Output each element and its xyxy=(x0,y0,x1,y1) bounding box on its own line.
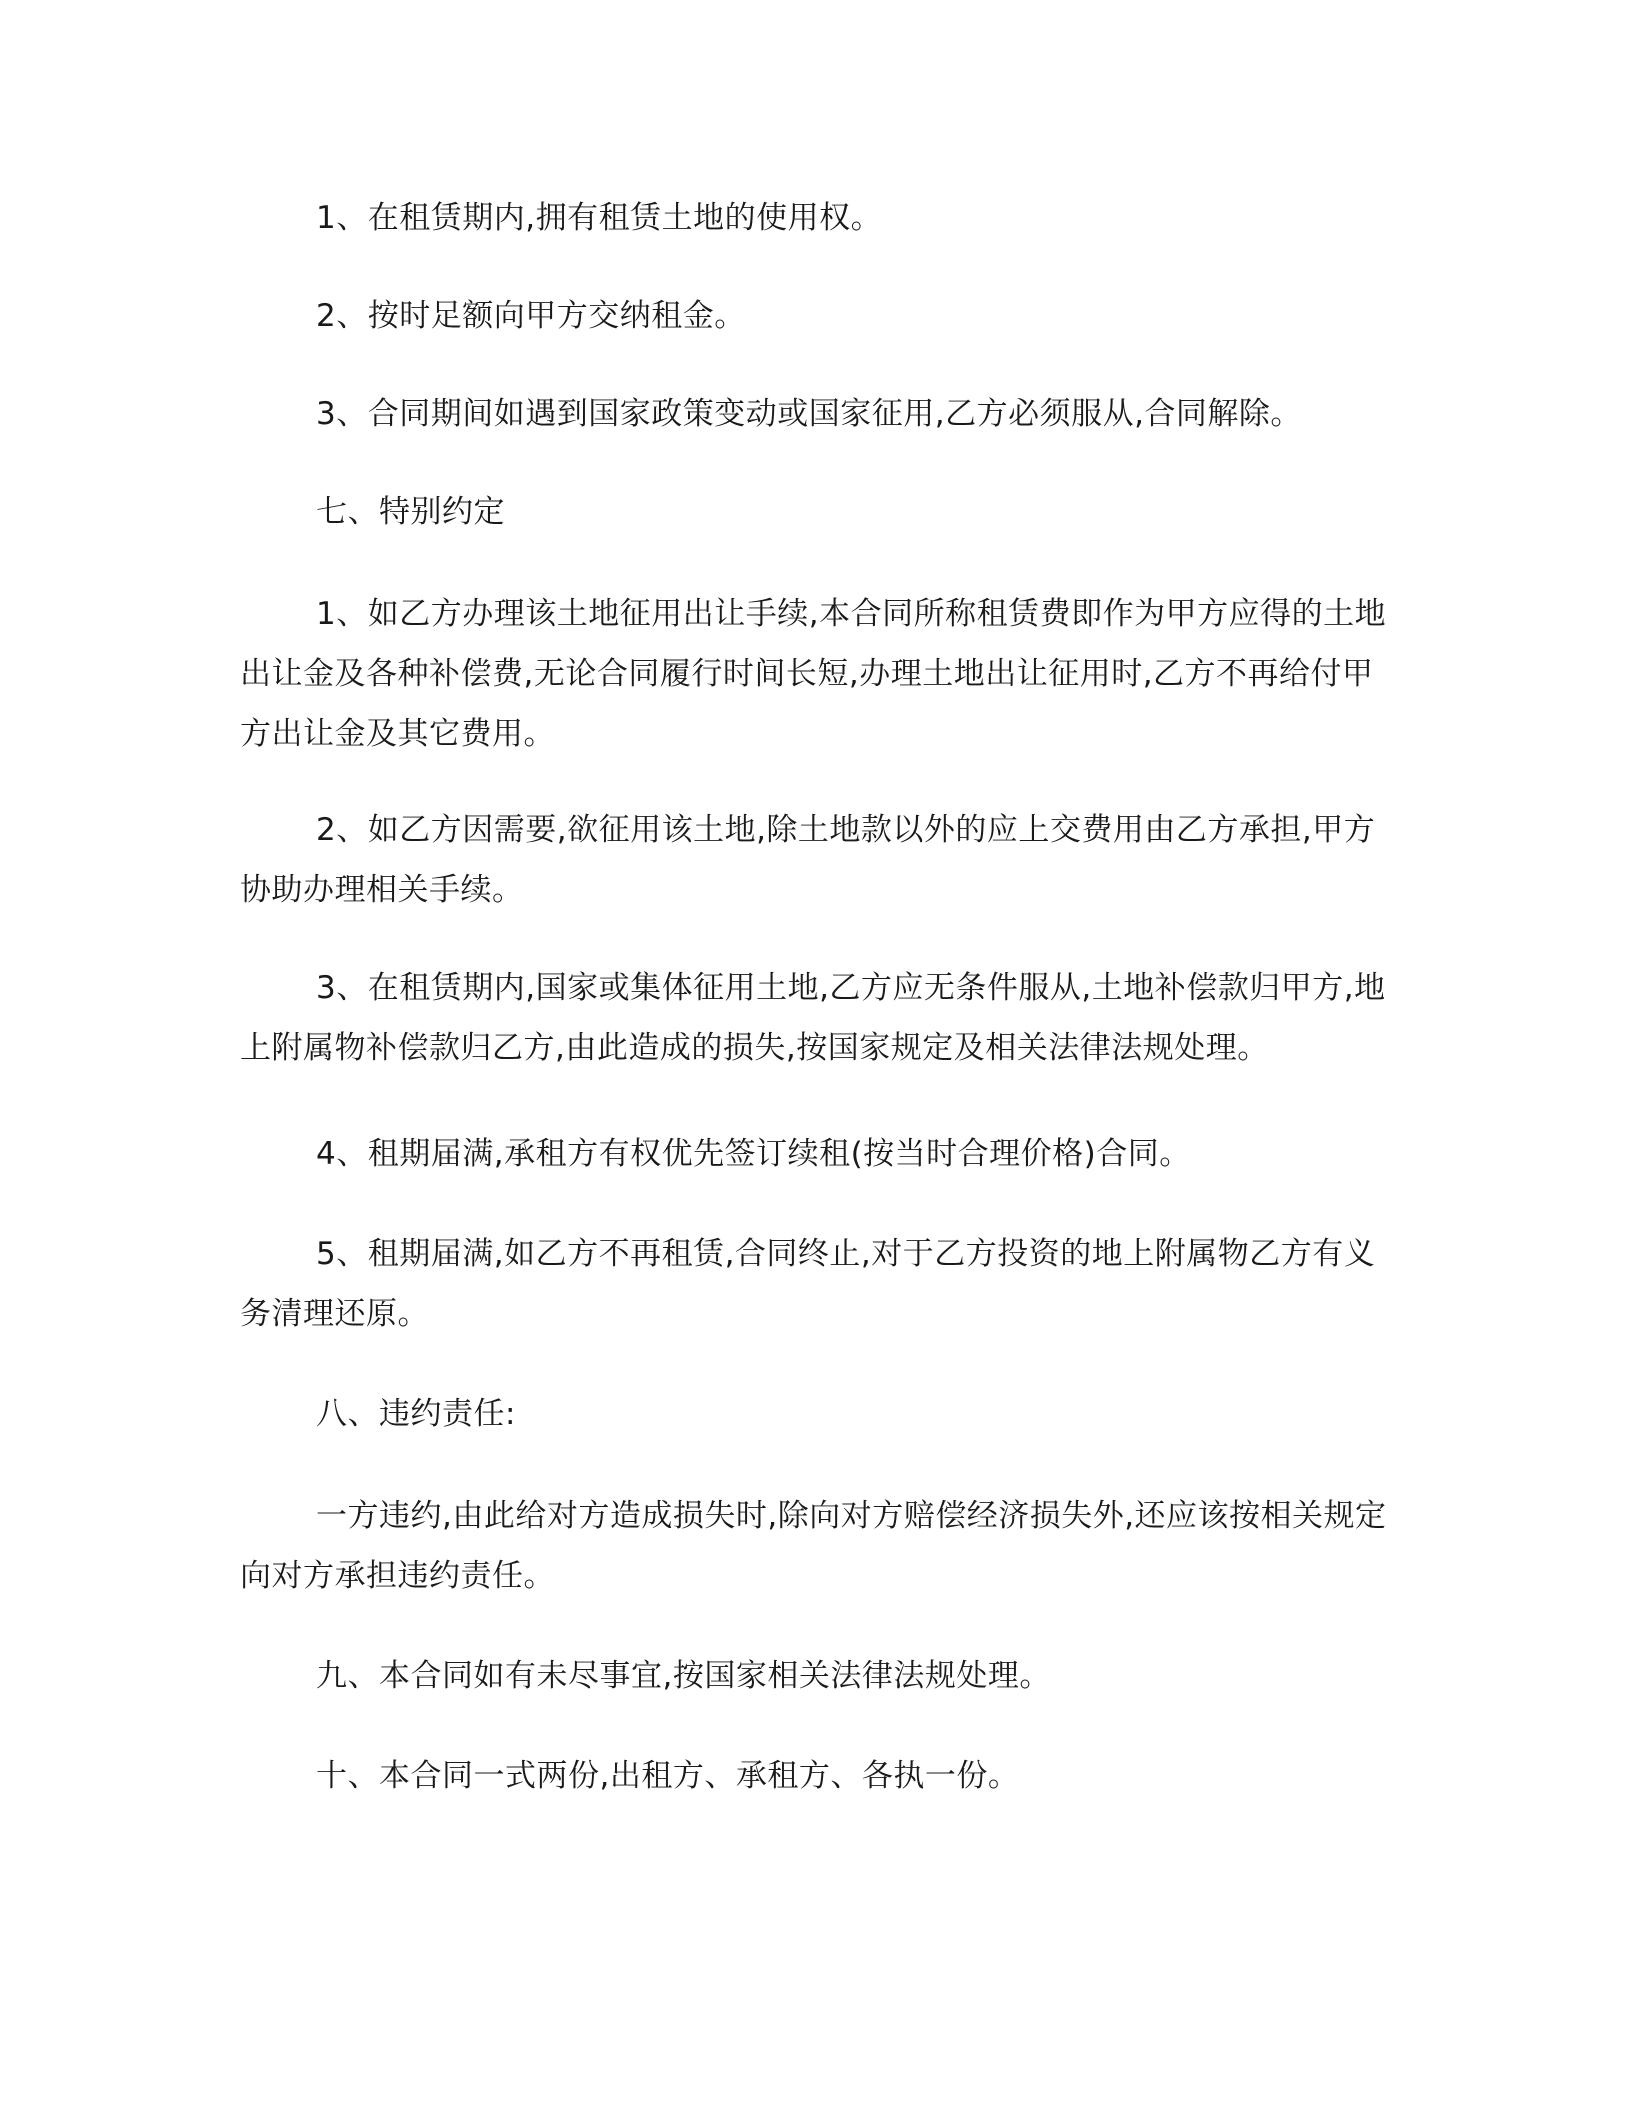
paragraph-special-1: 1、如乙方办理该土地征用出让手续,本合同所称租赁费即作为甲方应得的土地出让金及各种补偿费,无论合同履行时间长短,办理土地出让征用时,乙方不再给付甲方出让金及其它费用。 xyxy=(240,596,1387,752)
paragraph-clause-10: 十、本合同一式两份,出租方、承租方、各执一份。 xyxy=(316,1758,1020,1794)
section-heading-breach: 八、违约责任: xyxy=(316,1396,516,1432)
paragraph-special-4: 4、租期届满,承租方有权优先签订续租(按当时合理价格)合同。 xyxy=(316,1136,1191,1172)
paragraph-lessee-duty-2: 2、按时足额向甲方交纳租金。 xyxy=(316,298,746,334)
paragraph-clause-9: 九、本合同如有未尽事宜,按国家相关法律法规处理。 xyxy=(316,1658,1051,1694)
paragraph-special-3: 3、在租赁期内,国家或集体征用土地,乙方应无条件服从,土地补偿款归甲方,地上附属物补偿款归乙方,由此造成的损失,按国家规定及相关法律法规处理。 xyxy=(240,970,1386,1066)
paragraph-special-2: 2、如乙方因需要,欲征用该土地,除土地款以外的应上交费用由乙方承担,甲方协助办理相关手续。 xyxy=(240,812,1376,908)
paragraph-breach: 一方违约,由此给对方造成损失时,除向对方赔偿经济损失外,还应该按相关规定向对方承担违约责任。 xyxy=(240,1498,1387,1594)
paragraph-policy-change-3: 3、合同期间如遇到国家政策变动或国家征用,乙方必须服从,合同解除。 xyxy=(316,396,1302,432)
paragraph-lessee-right-1: 1、在租赁期内,拥有租赁土地的使用权。 xyxy=(316,200,883,236)
section-heading-special-terms: 七、特别约定 xyxy=(316,494,505,530)
paragraph-special-5: 5、租期届满,如乙方不再租赁,合同终止,对于乙方投资的地上附属物乙方有义务清理还原。 xyxy=(240,1236,1376,1332)
